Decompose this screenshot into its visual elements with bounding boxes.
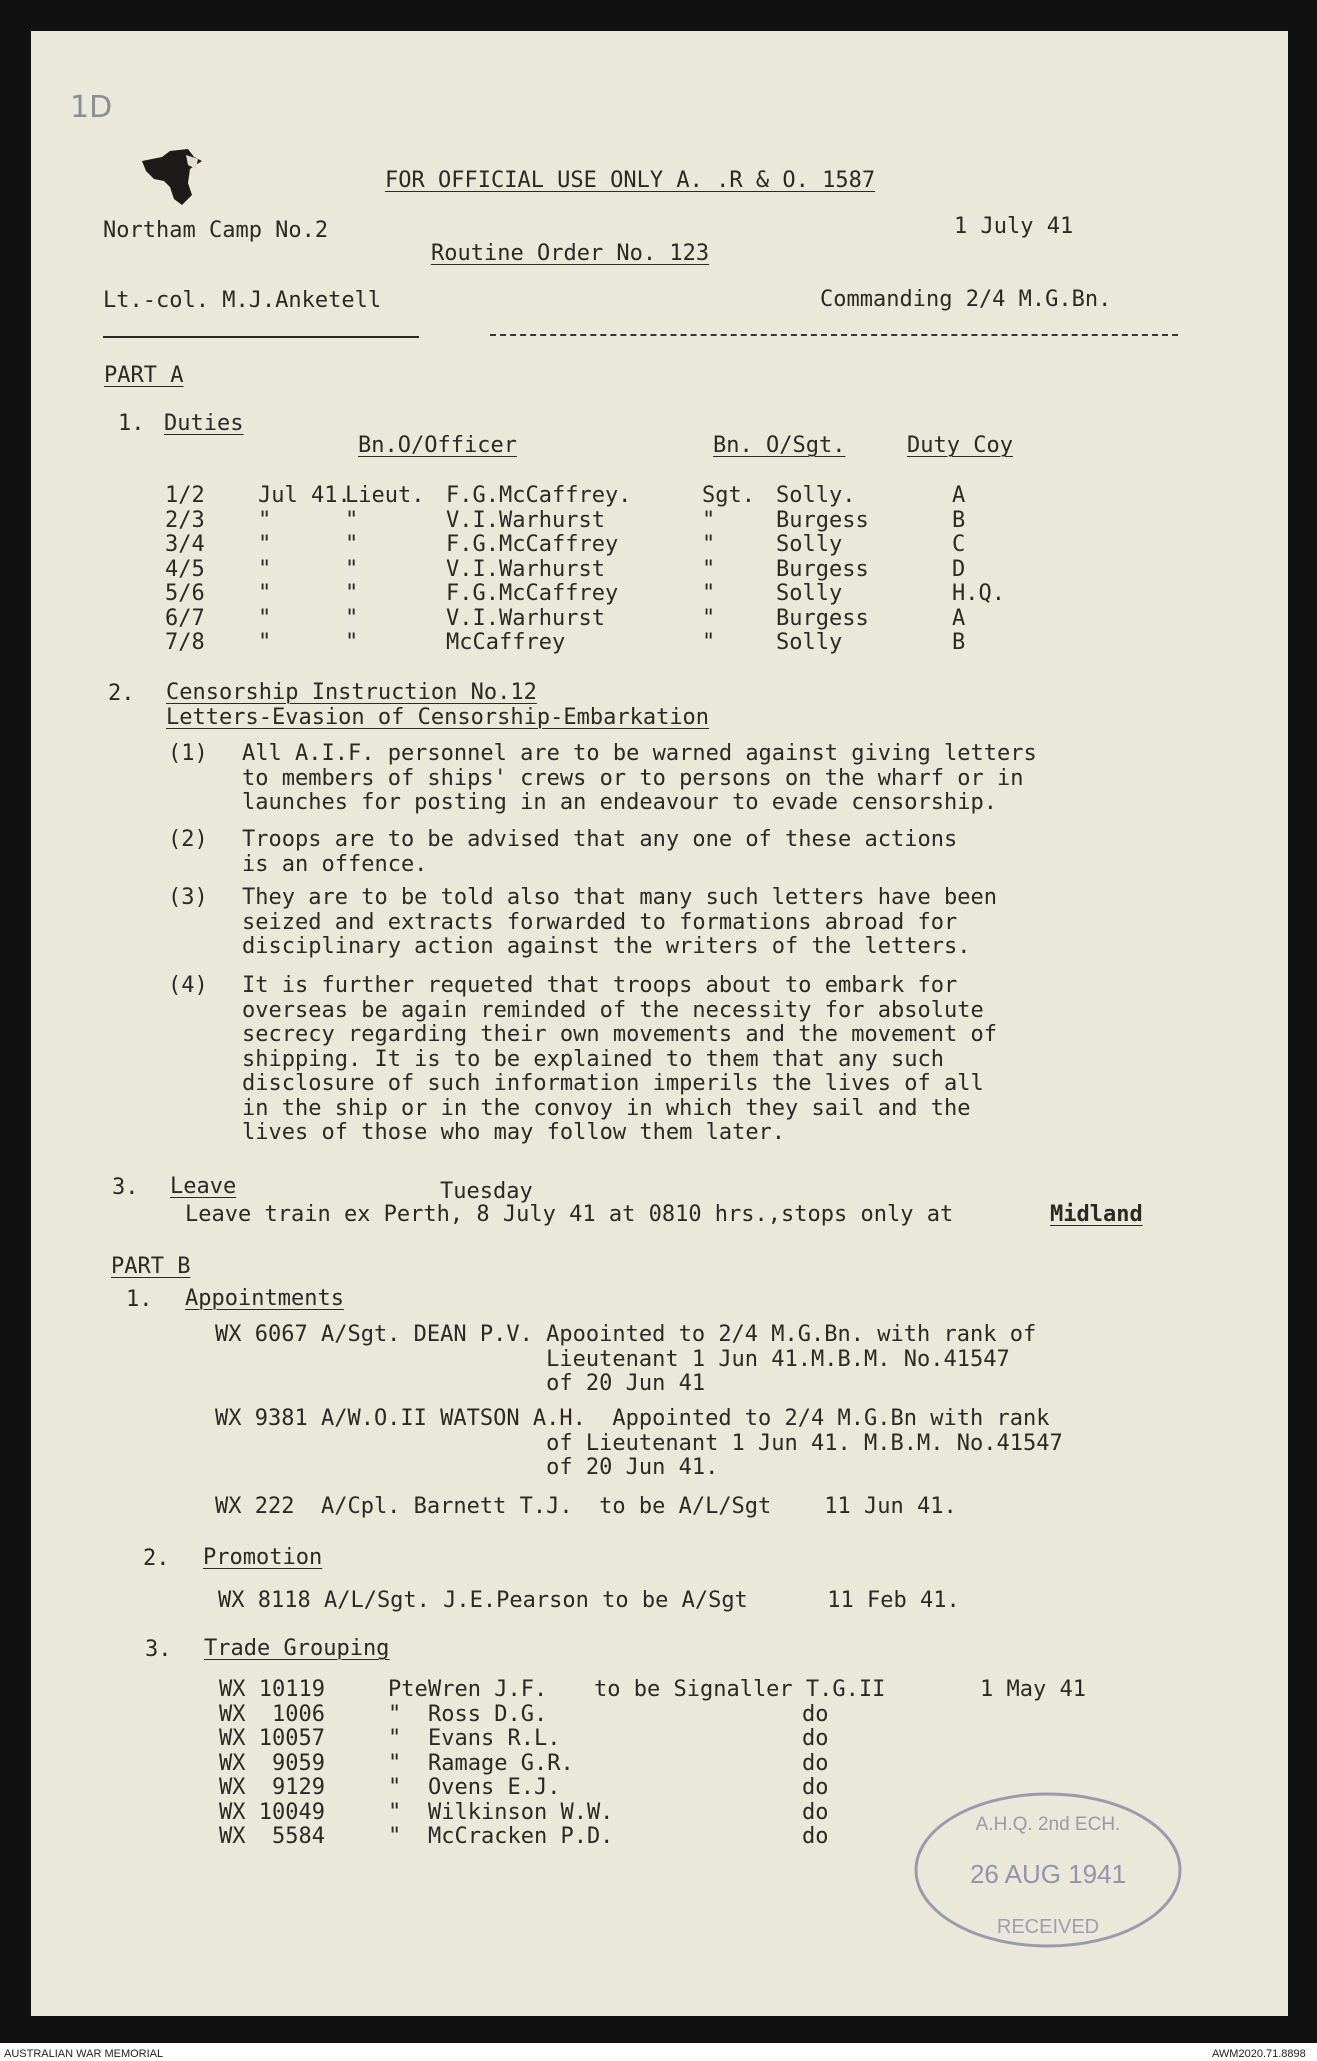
censorship-item-line: shipping. It is to be explained to them that any such <box>242 1046 944 1072</box>
duty-date: 3/4 <box>165 532 205 557</box>
stamp-top-text: A.H.Q. 2nd ECH. <box>975 1814 1121 1835</box>
appointment-line: Lieutenant 1 Jun 41.M.B.M. No.41547 <box>215 1346 1010 1372</box>
trade-grouping-title: Trade Grouping <box>204 1636 390 1661</box>
trade-rank: " <box>388 1775 402 1800</box>
trade-rank: Pte <box>388 1677 428 1702</box>
appointment-line: WX 9381 A/W.O.II WATSON A.H. Appointed to 2/4 M.G.Bn with rank <box>215 1406 1050 1431</box>
leave-place: Midland <box>1050 1202 1143 1227</box>
duty-date: 1/2 <box>165 483 205 508</box>
appointment-line: of 20 Jun 41. <box>215 1455 719 1480</box>
duty-month: " <box>258 605 272 631</box>
trade-date: 1 May 41 <box>980 1677 1086 1702</box>
censorship-item-line: to members of ships' crews or to persons on the wharf or in <box>242 765 1024 791</box>
duty-coy: A <box>952 483 966 508</box>
duty-coy: A <box>952 605 966 631</box>
appointment-line: WX 222 A/Cpl. Barnett T.J. to be A/L/Sgt 11 Jun 41. <box>215 1494 957 1519</box>
duties-title: Duties <box>164 411 244 436</box>
trade-wx: WX 10057 <box>219 1726 325 1751</box>
trade-rank: " <box>388 1799 402 1825</box>
received-stamp <box>908 1785 1188 1955</box>
duty-officer: F.G.McCaffrey <box>446 581 619 606</box>
duty-sgt-rank: " <box>702 507 716 533</box>
trade-to: do <box>802 1799 829 1825</box>
duty-rank: Lieut. <box>345 483 425 508</box>
leave-number: 3. <box>112 1175 139 1200</box>
stamp-date: 26 AUG 1941 <box>969 1859 1127 1889</box>
command-unit: Commanding 2/4 M.G.Bn. <box>820 287 1112 312</box>
trade-wx: WX 9129 <box>219 1775 325 1800</box>
promotion-number: 2. <box>143 1546 170 1571</box>
duty-sgt-rank: " <box>702 581 716 606</box>
censorship-item-label: (4) <box>168 973 208 998</box>
stamp-received: RECEIVED <box>996 1916 1100 1938</box>
duty-month: " <box>258 507 272 533</box>
duty-rank: " <box>345 556 359 582</box>
trade-name: Ramage G.R. <box>428 1750 574 1776</box>
duty-sgt: Solly <box>776 581 843 606</box>
appointments-number: 1. <box>126 1287 153 1312</box>
duty-rank: " <box>345 507 359 533</box>
trade-name: Ovens E.J. <box>428 1775 561 1800</box>
trade-to: do <box>802 1824 829 1849</box>
trade-rank: " <box>388 1750 402 1776</box>
duty-coy: H.Q. <box>952 581 1005 606</box>
part-b-heading: PART B <box>111 1254 191 1279</box>
divider <box>103 336 419 338</box>
censorship-subtitle: Letters-Evasion of Censorship-Embarkation <box>166 705 710 730</box>
leave-title: Leave <box>170 1174 237 1199</box>
trade-to: do <box>802 1750 829 1776</box>
trade-grouping-number: 3. <box>145 1637 172 1662</box>
commanding-officer: Lt.-col. M.J.Anketell <box>103 288 382 313</box>
duty-officer: V.I.Warhurst <box>446 556 605 582</box>
censorship-item-line: is an offence. <box>242 851 428 877</box>
duty-sgt-rank: " <box>702 556 716 582</box>
censorship-item-line: Troops are to be advised that any one of these actions <box>242 827 958 852</box>
duty-coy: C <box>952 532 966 557</box>
censorship-item-line: seized and extracts forwarded to formations abroad for <box>242 909 958 935</box>
duty-sgt-rank: " <box>702 630 716 655</box>
censorship-item-line: It is further requeted that troops about to embark for <box>242 973 958 998</box>
footer-credit: AUSTRALIAN WAR MEMORIAL <box>4 2048 164 2060</box>
col-header-officer: Bn.O/Officer <box>358 433 517 458</box>
duty-officer: F.G.McCaffrey. <box>446 483 632 508</box>
leave-insert: Tuesday <box>440 1179 533 1204</box>
trade-wx: WX 10049 <box>219 1799 325 1825</box>
trade-to: do <box>802 1726 829 1751</box>
censorship-item-line: secrecy regarding their own movements and the movement of <box>242 1022 997 1047</box>
duty-coy: D <box>952 556 966 582</box>
duty-officer: V.I.Warhurst <box>446 605 605 631</box>
order-date: 1 July 41 <box>954 214 1074 239</box>
duty-sgt: Solly. <box>776 483 856 508</box>
trade-name: Ross D.G. <box>428 1701 548 1727</box>
trade-wx: WX 10119 <box>219 1677 325 1702</box>
duty-date: 4/5 <box>165 556 205 582</box>
promotion-title: Promotion <box>203 1545 323 1570</box>
duty-rank: " <box>345 630 359 655</box>
censorship-item-line: overseas be again reminded of the necessity for absolute <box>242 997 984 1023</box>
trade-to: do <box>802 1775 829 1800</box>
appointment-line: of Lieutenant 1 Jun 41. M.B.M. No.41547 <box>215 1430 1063 1456</box>
censorship-item-line: lives of those who may follow them later. <box>242 1120 786 1145</box>
duty-month: Jul 41. <box>258 483 351 508</box>
trade-wx: WX 5584 <box>219 1824 325 1849</box>
censorship-item-label: (3) <box>168 885 208 910</box>
appointment-line: WX 6067 A/Sgt. DEAN P.V. Apoointed to 2/4 M.G.Bn. with rank of <box>215 1322 1037 1347</box>
divider <box>490 334 1178 336</box>
duty-sgt: Burgess <box>776 605 869 631</box>
censorship-item-line: disclosure of such information imperils the lives of all <box>242 1071 984 1096</box>
duty-sgt: Burgess <box>776 507 869 533</box>
duties-number: 1. <box>118 411 145 436</box>
censorship-item-label: (1) <box>168 741 208 766</box>
duty-sgt: Solly <box>776 532 843 557</box>
col-header-sgt: Bn. O/Sgt. <box>713 433 846 458</box>
promotion-text: WX 8118 A/L/Sgt. J.E.Pearson to be A/Sgt 11 Feb 41. <box>218 1588 960 1613</box>
part-a-heading: PART A <box>104 363 184 388</box>
duty-sgt-rank: " <box>702 532 716 557</box>
leave-text: Leave train ex Perth, 8 July 41 at 0810 hrs.,stops only at <box>185 1202 954 1227</box>
trade-rank: " <box>388 1824 402 1849</box>
censorship-number: 2. <box>108 681 135 706</box>
footer-accession: AWM2020.71.8898 <box>1212 2048 1306 2060</box>
trade-to: to be Signaller T.G.II <box>594 1677 886 1702</box>
trade-name: Wilkinson W.W. <box>428 1799 614 1825</box>
duty-sgt: Solly <box>776 630 843 655</box>
duty-rank: " <box>345 605 359 631</box>
duty-month: " <box>258 532 272 557</box>
censorship-title: Censorship Instruction No.12 <box>166 680 537 705</box>
routine-order-number: Routine Order No. 123 <box>431 241 710 266</box>
duty-officer: V.I.Warhurst <box>446 507 605 533</box>
duty-month: " <box>258 556 272 582</box>
duty-date: 5/6 <box>165 581 205 606</box>
duty-date: 6/7 <box>165 605 205 631</box>
censorship-item-line: launches for posting in an endeavour to evade censorship. <box>242 790 997 815</box>
duty-sgt-rank: Sgt. <box>702 483 755 508</box>
censorship-item-line: in the ship or in the convoy in which they sail and the <box>242 1095 971 1121</box>
appointment-line: of 20 Jun 41 <box>215 1371 706 1396</box>
censorship-item-line: All A.I.F. personnel are to be warned against giving letters <box>242 741 1037 766</box>
trade-rank: " <box>388 1726 402 1751</box>
official-use-heading: FOR OFFICIAL USE ONLY A. .R & O. 1587 <box>385 168 876 193</box>
trade-name: Evans R.L. <box>428 1726 561 1751</box>
duty-sgt: Burgess <box>776 556 869 582</box>
censorship-item-label: (2) <box>168 827 208 852</box>
duty-rank: " <box>345 532 359 557</box>
appointments-title: Appointments <box>185 1286 344 1311</box>
duty-rank: " <box>345 581 359 606</box>
duty-month: " <box>258 581 272 606</box>
trade-name: McCracken P.D. <box>428 1824 614 1849</box>
duty-sgt-rank: " <box>702 605 716 631</box>
trade-rank: " <box>388 1701 402 1727</box>
censorship-item-line: disciplinary action against the writers of the letters. <box>242 934 971 959</box>
col-header-coy: Duty Coy <box>907 433 1013 458</box>
trade-wx: WX 9059 <box>219 1750 325 1776</box>
handwritten-mark: 1D <box>70 90 113 125</box>
censorship-item-line: They are to be told also that many such letters have been <box>242 885 997 910</box>
duty-coy: B <box>952 630 966 655</box>
duty-date: 7/8 <box>165 630 205 655</box>
duty-coy: B <box>952 507 966 533</box>
trade-name: Wren J.F. <box>428 1677 548 1702</box>
location: Northam Camp No.2 <box>103 218 329 243</box>
ink-blot-mark <box>140 143 210 213</box>
trade-wx: WX 1006 <box>219 1701 325 1727</box>
duty-officer: McCaffrey <box>446 630 566 655</box>
duty-month: " <box>258 630 272 655</box>
duty-date: 2/3 <box>165 507 205 533</box>
duty-officer: F.G.McCaffrey <box>446 532 619 557</box>
trade-to: do <box>802 1701 829 1727</box>
